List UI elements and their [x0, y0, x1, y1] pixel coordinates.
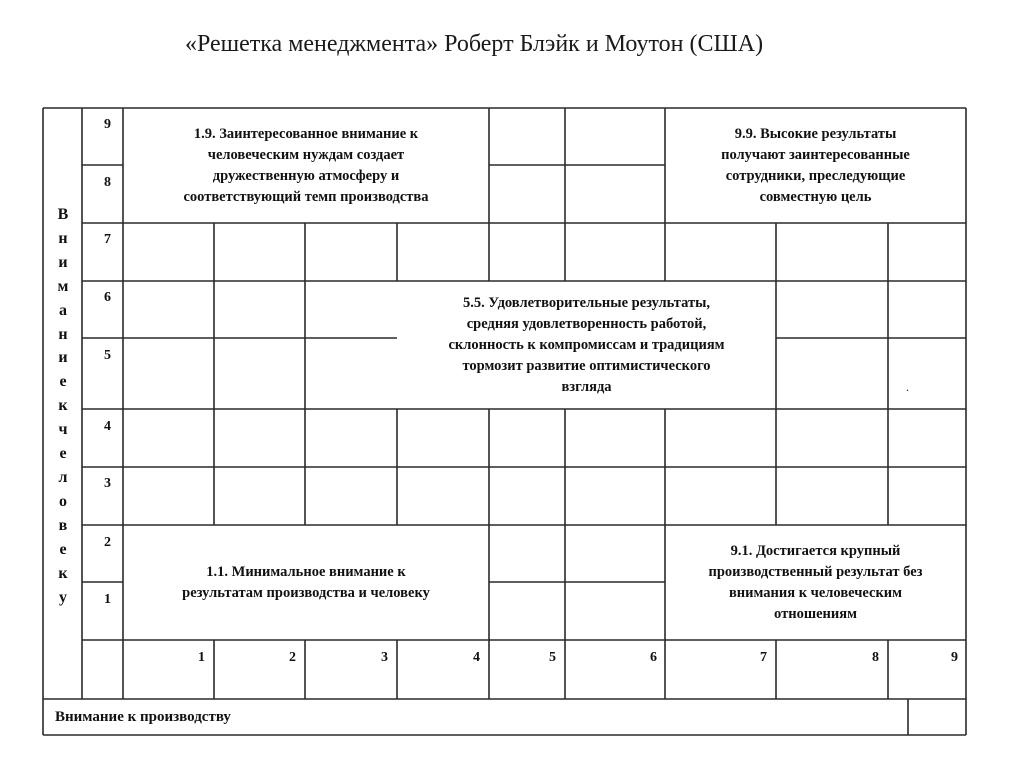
style-9-9-line: совместную цель	[759, 188, 872, 205]
x-tick-5: 5	[549, 650, 556, 665]
y-axis-label-letter: м	[57, 277, 69, 295]
style-9-1-line: производственный результат без	[708, 563, 923, 580]
y-tick-7: 7	[104, 232, 111, 247]
y-axis-label-letter: и	[58, 253, 68, 271]
x-tick-3: 3	[381, 650, 388, 665]
style-5-5-line: взгляда	[561, 378, 612, 395]
x-tick-1: 1	[198, 650, 205, 665]
y-tick-1: 1	[104, 592, 111, 607]
y-tick-6: 6	[104, 290, 111, 305]
style-9-1-cell	[665, 525, 966, 640]
y-axis-label-letter: о	[59, 492, 67, 510]
style-9-1-line: внимания к человеческим	[728, 584, 903, 601]
style-1-9-line: дружественную атмосферу и	[212, 167, 400, 184]
style-9-1-line: отношениям	[774, 605, 857, 622]
y-axis-label-letter: н	[58, 325, 68, 343]
y-axis-label-letter: е	[59, 445, 67, 463]
style-1-9-cell	[123, 108, 489, 223]
x-tick-4: 4	[473, 650, 480, 665]
y-axis-label-letter: В	[57, 206, 69, 223]
y-axis-label-letter: л	[58, 468, 68, 486]
y-axis-label-letter: и	[58, 349, 68, 367]
y-axis-label-letter: у	[59, 588, 67, 606]
style-5-5-line: склонность к компромиссам и традициям	[448, 336, 725, 353]
style-1-9-line: человеческим нуждам создает	[207, 146, 405, 163]
y-axis-label-letter: е	[59, 540, 67, 558]
x-tick-8: 8	[872, 650, 879, 665]
y-axis-label	[48, 203, 78, 609]
y-axis-label-letter: а	[59, 301, 67, 319]
y-tick-4: 4	[104, 419, 111, 434]
x-tick-9: 9	[951, 650, 958, 665]
y-axis-label-letter: к	[58, 564, 68, 582]
style-9-9-line: 9.9. Высокие результаты	[734, 125, 897, 142]
style-1-9-line: соответствующий темп производства	[183, 188, 429, 205]
y-tick-8: 8	[104, 175, 111, 190]
y-axis-label-letter: в	[58, 516, 68, 534]
x-tick-2: 2	[289, 650, 296, 665]
y-tick-9: 9	[104, 117, 111, 132]
style-5-5-cell	[397, 281, 776, 409]
x-tick-6: 6	[650, 650, 657, 665]
y-tick-5: 5	[104, 348, 111, 363]
style-5-5-line: тормозит развитие оптимистического	[462, 357, 711, 374]
y-axis-label-letter: н	[58, 229, 68, 247]
diagram-title: «Решетка менеджмента» Роберт Блэйк и Моутон (США)	[184, 31, 764, 57]
y-axis-label-letter: к	[58, 397, 68, 415]
x-axis-label: Внимание к производству	[55, 709, 231, 725]
y-axis-label-letter: ч	[58, 421, 68, 439]
style-9-9-cell	[665, 108, 966, 223]
stray-dot: .	[906, 380, 909, 394]
x-tick-7: 7	[760, 650, 767, 665]
y-tick-2: 2	[104, 535, 111, 550]
style-9-9-line: сотрудники, преследующие	[725, 167, 906, 184]
style-1-1-cell	[123, 525, 489, 640]
style-5-5-line: средняя удовлетворенность работой,	[466, 315, 707, 332]
style-9-1-line: 9.1. Достигается крупный	[730, 542, 901, 559]
style-5-5-line: 5.5. Удовлетворительные результаты,	[462, 294, 711, 311]
style-1-9-line: 1.9. Заинтересованное внимание к	[193, 125, 419, 142]
style-9-9-line: получают заинтересованные	[721, 146, 910, 163]
y-axis-label-letter: е	[59, 373, 67, 391]
style-1-1-line: 1.1. Минимальное внимание к	[206, 563, 406, 580]
y-tick-3: 3	[104, 476, 111, 491]
style-1-1-line: результатам производства и человеку	[182, 584, 430, 601]
